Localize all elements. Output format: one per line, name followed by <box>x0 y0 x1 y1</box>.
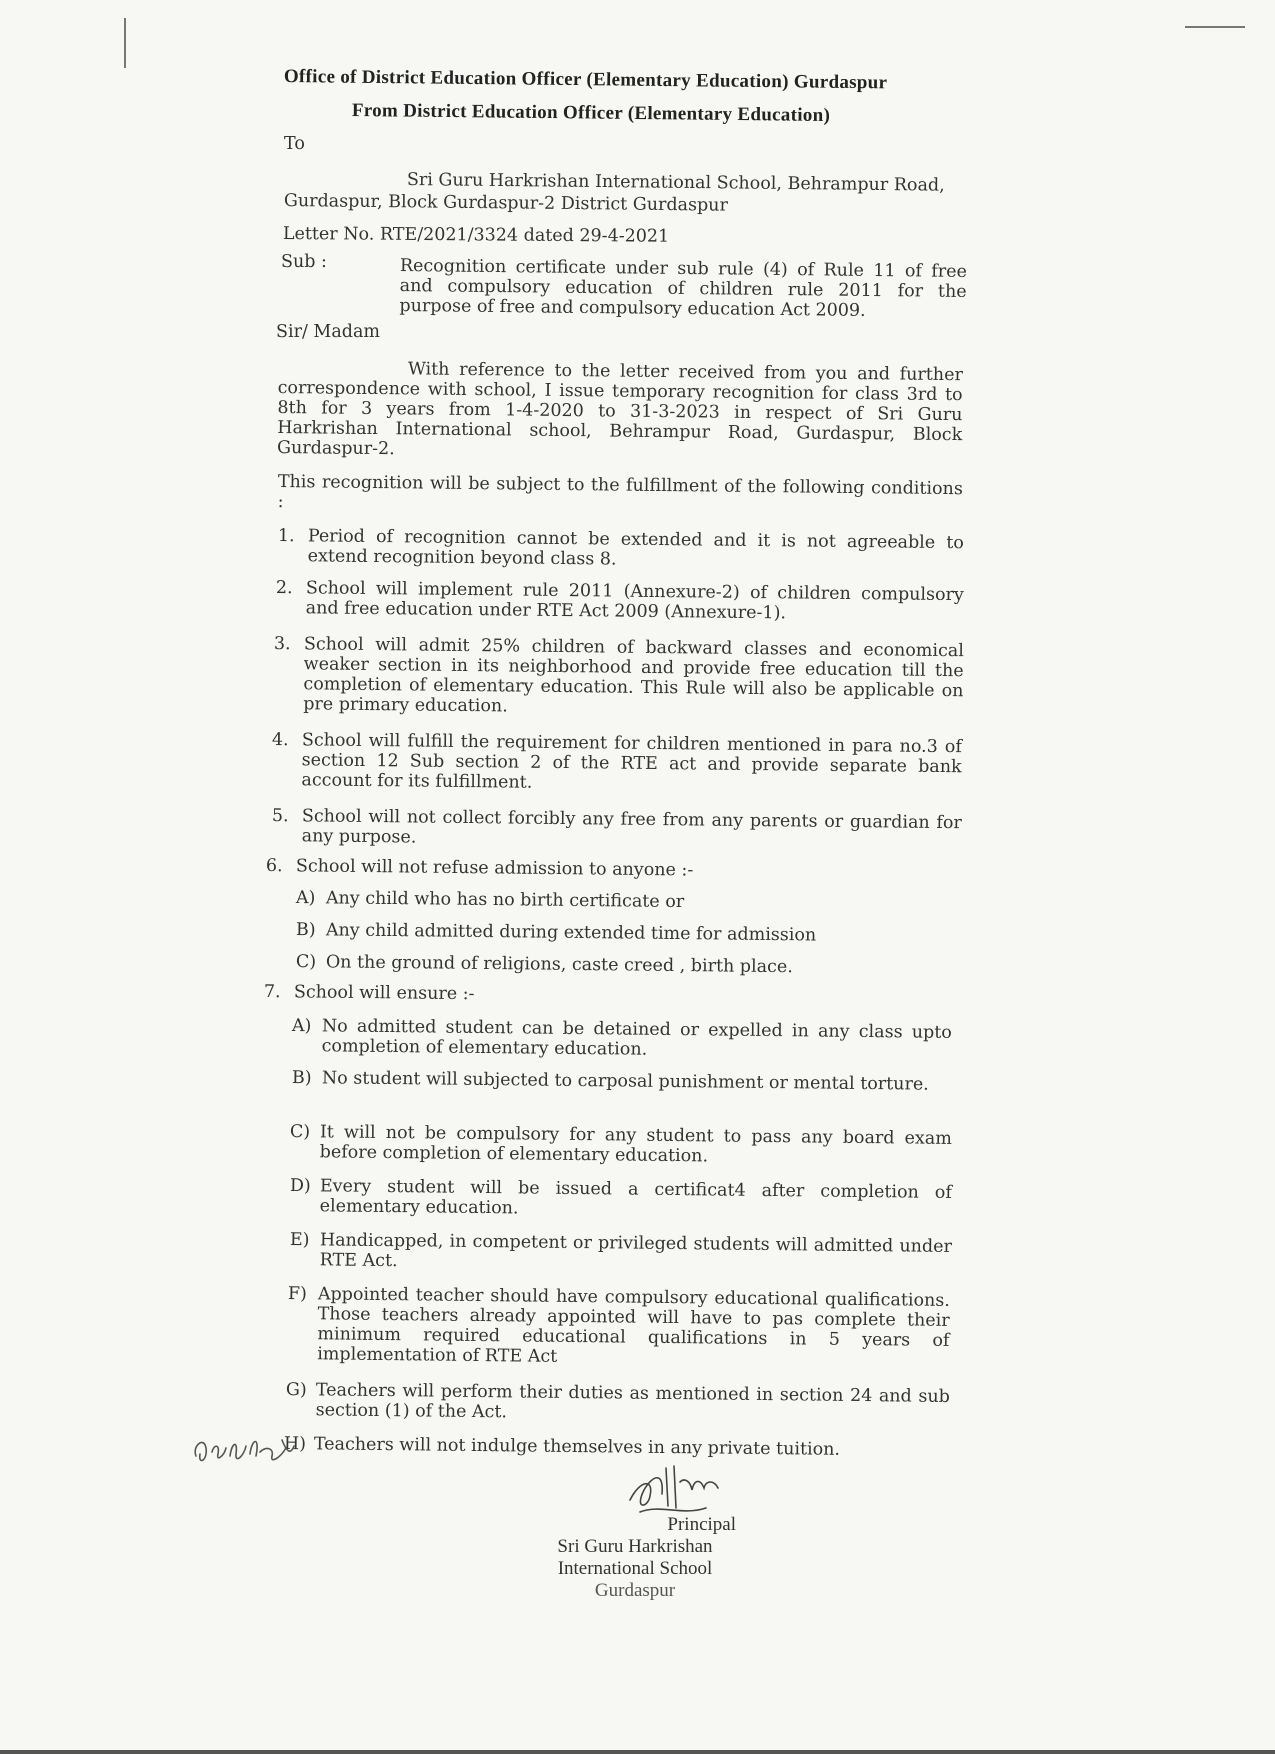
condition-item <box>272 806 962 857</box>
condition-text: School will fulfill the requirement for children mentioned in para no.3 of section 12 Sub section 2 of the RTE act and provide separate bank account for its fulfillment. <box>301 730 962 793</box>
sub-item-text: Teachers will perform their duties as mentioned in section 24 and sub section (1) of the Act. <box>315 1380 950 1423</box>
sub-item-letter: A) <box>295 888 316 909</box>
condition-item <box>276 578 964 629</box>
subject-text: Recognition certificate under sub rule (4) of Rule 11 of free and compulsory education of children rule 2011 for the purpose of free and compulsory education Act 2009. <box>399 256 967 321</box>
condition-number: 2. <box>275 578 293 599</box>
school-name-line-3: Gurdaspur <box>594 1580 676 1601</box>
from-heading: From District Education Officer (Elementary Education) <box>351 100 831 127</box>
body-paragraph-1: With reference to the letter received from you and further correspondence with school, I issue temporary recognition for class 3rd to 8th for 3 years from 1-4-2020 to 31-3-2023 in respect of Sri Guru Harkrishan International school, Behrampur Road, Gurdaspur, Block Gurdaspur-2. <box>276 359 963 460</box>
condition-text: School will not collect forcibly any free from any parents or guardian for any purpose. <box>301 806 962 848</box>
sub-item-letter: G) <box>285 1380 307 1401</box>
sub-item-letter: E) <box>289 1230 310 1251</box>
school-name-line-1: Sri Guru Harkrishan <box>557 1536 713 1557</box>
sub-item-text: It will not be compulsory for any student to pass any board exam before completion of elementary education. <box>319 1122 952 1167</box>
subject-label: Sub : <box>281 252 327 272</box>
sub-item <box>284 1434 884 1464</box>
sub-item <box>290 1230 952 1281</box>
condition-number: 4. <box>271 730 289 751</box>
sub-item-text: Appointed teacher should have compulsory educational qualifications. Those teachers already appointed will have to pas complete their minimum required educational qualifications in 5 years of implementation of RTE Act <box>317 1284 950 1367</box>
salutation: Sir/ Madam <box>276 322 380 342</box>
condition-item <box>271 730 962 801</box>
sub-item-letter: H) <box>283 1434 307 1455</box>
scan-mark <box>1185 26 1245 28</box>
condition-text: School will admit 25% children of backward classes and economical weaker section in its neighborhood and provide free education till the completion of elementary education. This Rule will also be applicable on pre primary education. <box>303 634 964 717</box>
sub-item-letter: C) <box>289 1122 311 1143</box>
condition-item <box>273 634 964 725</box>
handwritten-signature-left <box>190 1426 300 1476</box>
condition-number: 5. <box>271 806 289 827</box>
body-paragraph-2: This recognition will be subject to the fulfillment of the following conditions : <box>277 472 963 513</box>
condition-number: 1. <box>277 526 295 547</box>
scan-mark <box>124 18 126 68</box>
sub-item-letter: B) <box>291 1068 312 1089</box>
condition-text: Period of recognition cannot be extended and it is not agreeable to extend recognition beyond class 8. <box>307 526 964 570</box>
sub-item-letter: F) <box>287 1284 307 1305</box>
sub-item-letter: D) <box>289 1176 311 1197</box>
principal-title: Principal <box>667 1514 736 1535</box>
sub-item-text: Handicapped, in competent or privileged students will admitted under RTE Act. <box>319 1230 952 1272</box>
sub-item-letter: B) <box>295 920 316 941</box>
sub-item <box>290 1122 952 1173</box>
sub-item-text: Teachers will not indulge themselves in any private tuition. <box>313 1434 841 1460</box>
sub-item <box>290 1176 952 1227</box>
sub-item-text: Every student will be issued a certificat4 after completion of elementary education. <box>319 1176 952 1219</box>
sub-item-text: Any child who has no birth certificate or <box>325 888 685 913</box>
page-bottom-edge <box>0 1750 1275 1754</box>
school-name-line-2: International School <box>557 1558 713 1579</box>
condition-text: School will not refuse admission to anyone :- <box>295 856 694 881</box>
sub-item <box>296 920 856 948</box>
sub-item <box>287 1284 950 1375</box>
sub-item-text: On the ground of religions, caste creed , birth place. <box>325 952 793 978</box>
sub-item <box>296 888 856 916</box>
addressee-line-1: Sri Guru Harkrishan International School, Behrampur Road, <box>406 170 945 196</box>
condition-text: School will ensure :- <box>293 982 475 1005</box>
addressee-line-2: Gurdaspur, Block Gurdaspur-2 District Gurdaspur <box>283 191 728 216</box>
letter-number: Letter No. RTE/2021/3324 dated 29-4-2021 <box>282 224 670 247</box>
sub-item <box>292 1068 952 1119</box>
sub-item-letter: A) <box>291 1016 312 1037</box>
principal-signature <box>610 1460 730 1522</box>
condition-item <box>264 982 954 1013</box>
sub-item-text: No student will subjected to carposal punishment or mental torture. <box>321 1068 929 1095</box>
condition-number: 6. <box>265 856 283 877</box>
sub-item <box>292 1016 952 1067</box>
sub-item-letter: C) <box>295 952 317 973</box>
sub-item <box>296 952 856 980</box>
condition-text: School will implement rule 2011 (Annexure-2) of children compulsory and free education under RTE Act 2009 (Annexure-1). <box>305 578 964 624</box>
condition-item <box>278 526 964 577</box>
sub-item-text: Any child admitted during extended time for admission <box>325 920 817 946</box>
condition-number: 7. <box>263 982 281 1003</box>
condition-number: 3. <box>273 634 291 655</box>
to-label: To <box>284 134 305 154</box>
sub-item-text: No admitted student can be detained or expelled in any class upto completion of elementary education. <box>321 1016 952 1060</box>
office-heading: Office of District Education Officer (Elementary Education) Gurdaspur <box>283 66 888 94</box>
condition-item <box>266 856 956 887</box>
sub-item <box>286 1380 950 1431</box>
